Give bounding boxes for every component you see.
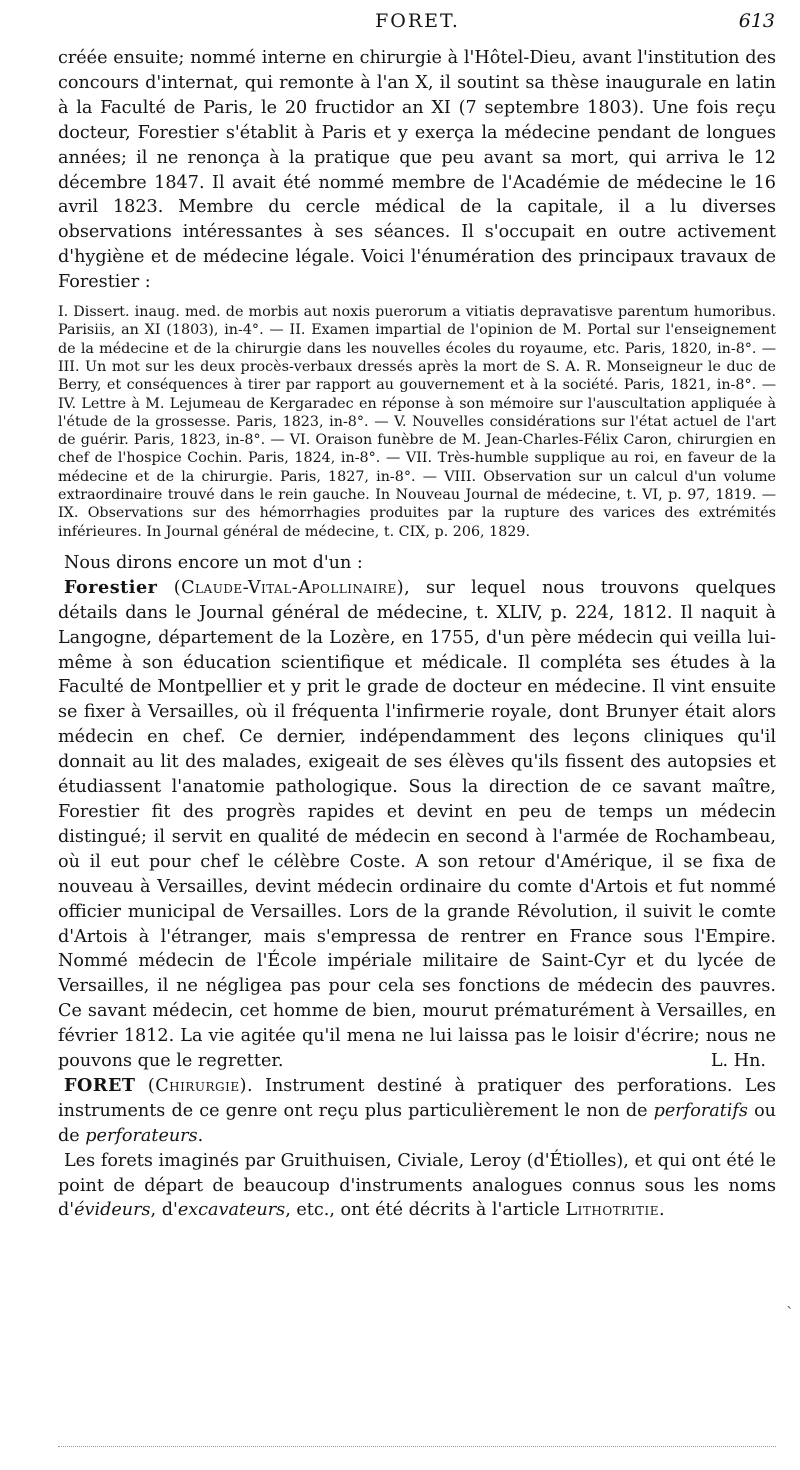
entry-headword-foret: FORET — [64, 1074, 136, 1096]
entry-foret-text1: . Instrument destiné à pratiquer des perforations. Les instruments de ce genre ont reçu plus particulièrement le non de — [58, 1075, 776, 1121]
entry-subject: (Chirurgie) — [147, 1075, 248, 1096]
entry-headword: Forestier — [64, 576, 158, 598]
entry-forestier-claude — [58, 576, 776, 1074]
transition-line: Nous dirons encore un mot d'un : — [64, 552, 363, 573]
paragraph-forestier-biography: créée ensuite; nommé interne en chirurgie à l'Hôtel-Dieu, avant l'institution des concours d'internat, qui remonte à l'an X, il soutint sa thèse inaugurale en latin à la Faculté de Paris, le 20 fructidor an XI (7 septembre 1803). Une fois reçu docteur, Forestier s'établit à Paris et y exerça la médecine pendant de longues années; il ne renonça à la pratique que peu avant sa mort, qui arriva le 12 décembre 1847. Il avait été nommé membre de l'Académie de médecine le 16 avril 1823. Membre du cercle médical de la capitale, il a lu diverses observations intéressantes à ses séances. Il s'occupait en outre activement d'hygiène et de médecine légale. Voici l'énumération des principaux travaux de Forestier : — [58, 48, 776, 293]
term-perforateurs: perforateurs — [85, 1125, 198, 1146]
article-body — [58, 46, 776, 1223]
term-excavateurs: excavateurs — [177, 1200, 286, 1221]
entry-text: , sur lequel nous trouvons quelques détails dans le Journal général de médecine, t. XLIV, p. 224, 1812. Il naquit à Langogne, département de la Lozère, en 1755, d'un père médecin qui veilla lui-même à son éducation scientifique et médicale. Il compléta ses études à la Faculté de Montpellier et y prit le grade de docteur en médecine. Il vint ensuite se fixer à Versailles, où il fréquenta l'infirmerie royale, dont Brunyer était alors médecin en chef. Ce dernier, indépendamment des leçons cliniques qu'il donnait au lit des malades, exigeait de ses élèves qu'ils fissent des autopsies et étudiassent l'anatomie pathologique. Sous la direction de ce savant maître, Forestier fit des progrès rapides et devint en peu de temps un médecin distingué; il servit en qualité de médecin en second à l'armée de Rochambeau, où il eut pour chef le célèbre Coste. A son retour d'Amérique, il se fixa de nouveau à Versailles, devint médecin ordinaire du comte d'Artois et fut nommé officier municipal de Versailles. Lors de la grande Révolution, il suivit le comte d'Artois à l'étranger, mais s'empressa de rentrer en France sous l'Empire. Nommé médecin de l'École impériale militaire de Saint-Cyr et du lycée de Versailles, il ne négligea pas pour cela ses fonctions de médecin des pauvres. Ce savant médecin, cet homme de bien, mourut prématurément à Versailles, en février 1812. La vie agitée qu'il mena ne lui laissa pas le loisir d'écrire; nous ne pouvons que le regretter. — [58, 577, 776, 1072]
para-last-text2: , d' — [150, 1200, 178, 1221]
running-head: FORET. — [375, 10, 460, 32]
page-header — [60, 6, 775, 40]
entry-foret-text2: ou de — [58, 1100, 776, 1146]
author-signature: L. Hn. — [710, 1051, 766, 1072]
page-number: 613 — [738, 10, 775, 32]
term-evideurs: évideurs — [74, 1200, 151, 1221]
bibliography-list — [58, 303, 776, 541]
para-last-text3: , etc., ont été décrits à l'article — [285, 1200, 566, 1221]
margin-mark: ˋ — [786, 1304, 794, 1323]
bibliography-text: I. Dissert. inaug. med. de morbis aut noxis puerorum a vitiatis depravatisve parentum humoribus. Parisiis, an XI (1803), in-4°. — II. Examen impartial de l'opinion de M. Portal sur l'enseignement de la médecine et de la chirurgie dans les nouvelles écoles du royaume, etc. Paris, 1820, in-8°. — III. Un mot sur les deux procès-verbaux dressés après la mort de S. A. R. Monseigneur le duc de Berry, et conséquences à tirer par rapport au gouvernement et à la société. Paris, 1821, in-8°. — IV. Lettre à M. Lejumeau de Kergaradec en réponse à son mémoire sur l'auscultation appliquée à l'étude de la grossesse. Paris, 1823, in-8°. — V. Nouvelles considérations sur l'état actuel de l'art de guérir. Paris, 1823, in-8°. — VI. Oraison funèbre de M. Jean-Charles-Félix Caron, chirurgien en chef de l'hospice Cochin. Paris, 1824, in-8°. — VII. Très-humble supplique au roi, en faveur de la médecine et de la chirurgie. Paris, 1827, in-8°. — VIII. Observation sur un calcul d'un volume extraordinaire trouvé dans le rein gauche. In Nouveau Journal de médecine, t. VI, p. 97, 1819. — IX. Observations sur des hémorrhagies produites par la rupture des varices des extrémités inférieures. In Journal général de médecine, t. CIX, p. 206, 1829. — [58, 304, 776, 540]
term-perforatifs: perforatifs — [653, 1100, 748, 1121]
entry-foret — [58, 1074, 776, 1149]
cross-reference: Lithotritie — [565, 1200, 659, 1221]
entry-given-names: (Claude-Vital-Apollinaire) — [173, 577, 405, 598]
footer-rule — [58, 1446, 776, 1447]
paragraph-forets — [58, 1149, 776, 1224]
para-last-text4: . — [658, 1200, 665, 1221]
para-last-text1: Les forets imaginés par Gruithuisen, Civiale, Leroy (d'Étiolles), et qui ont été le point de départ de beaucoup d'instruments analogues connus sous les noms d' — [58, 1150, 776, 1221]
entry-foret-text3: . — [197, 1125, 204, 1146]
